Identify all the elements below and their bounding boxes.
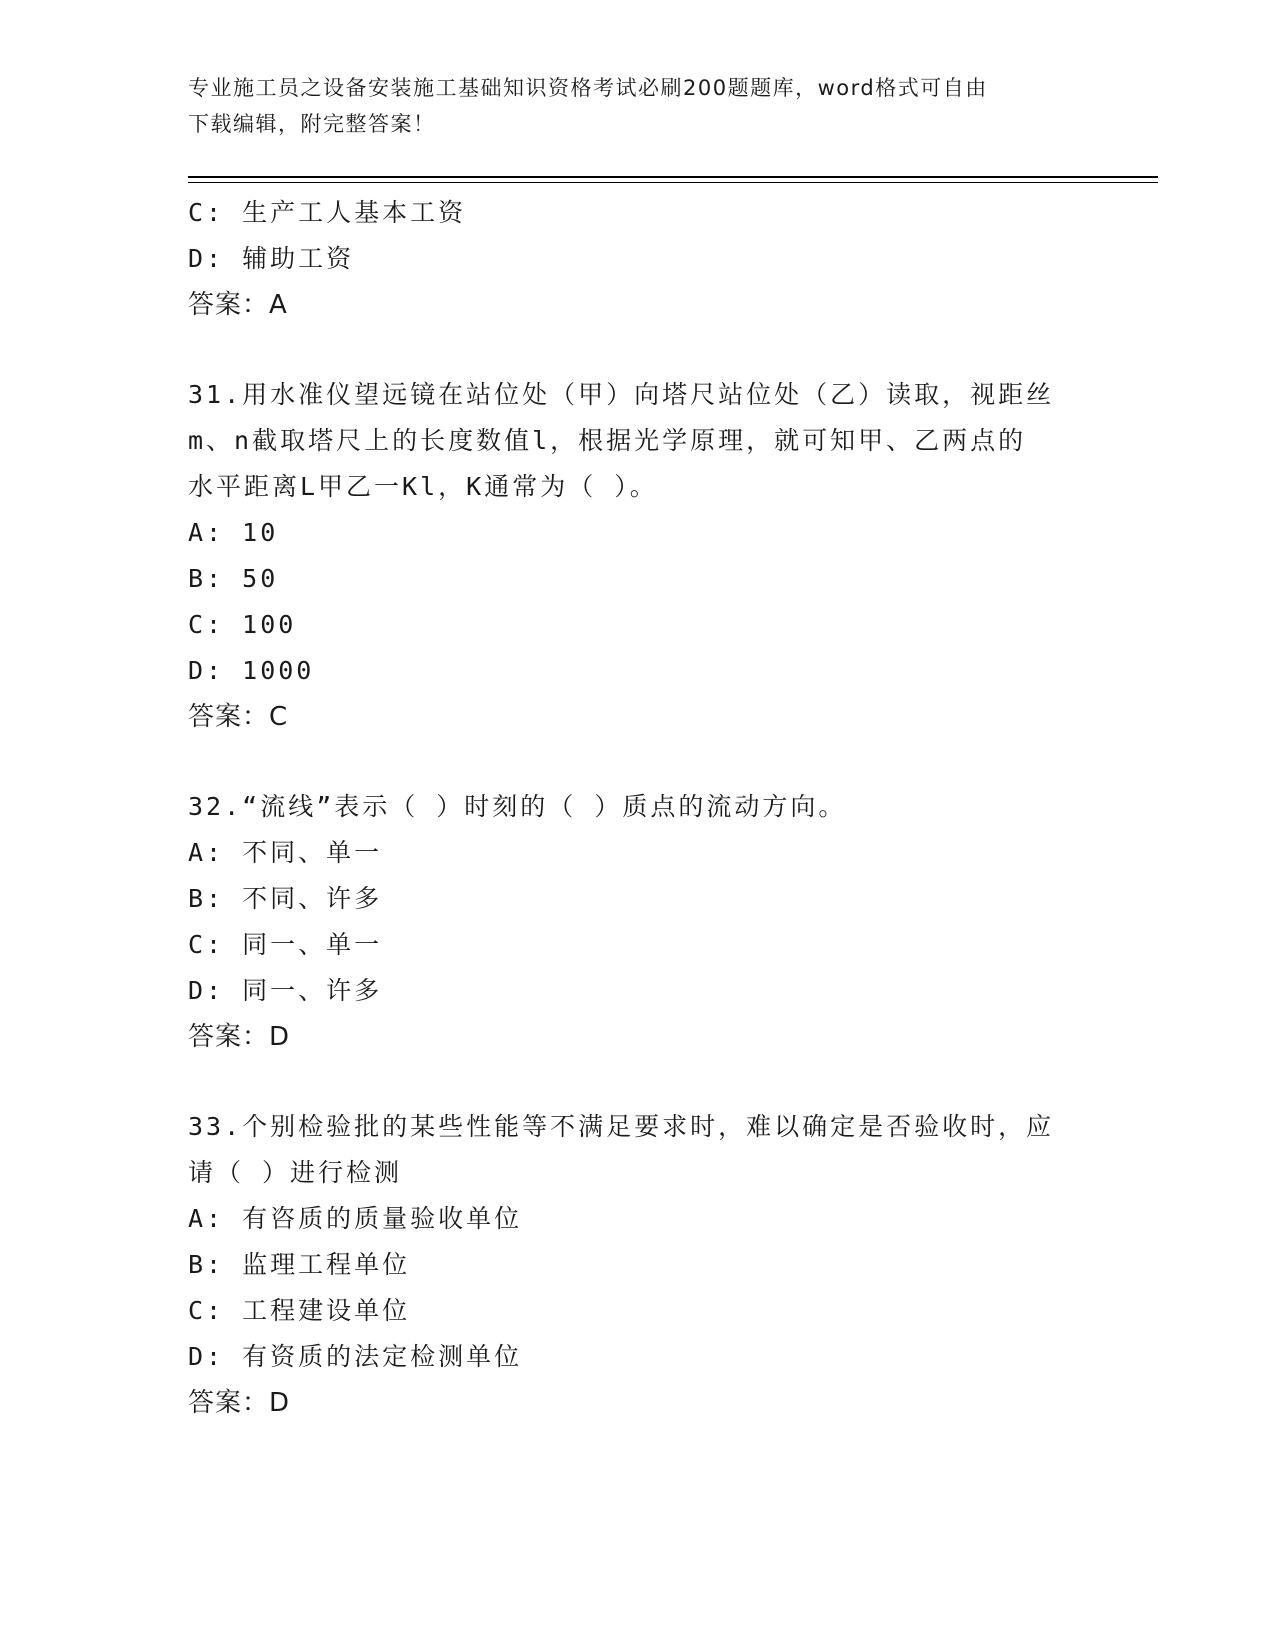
option-d: D: 1000 — [188, 656, 315, 685]
header-line-1: 专业施工员之设备安装施工基础知识资格考试必刷200题题库，word格式可自由 — [188, 76, 988, 100]
document-header — [188, 70, 1088, 142]
option-a: A: 10 — [188, 518, 279, 547]
question-33 — [188, 1104, 1088, 1426]
option-c: C: 工程建设单位 — [188, 1296, 411, 1325]
previous-question-tail — [188, 190, 1088, 328]
option-c: C: 同一、单一 — [188, 930, 383, 959]
question-text-line: 33.个别检验批的某些性能等不满足要求时，难以确定是否验收时，应 — [188, 1112, 1055, 1141]
option-b: B: 50 — [188, 564, 279, 593]
answer-line: 答案：D — [188, 1388, 291, 1418]
header-divider-thick — [188, 176, 1158, 178]
question-text-line: m、n截取塔尺上的长度数值l，根据光学原理，就可知甲、乙两点的 — [188, 426, 1027, 455]
question-32 — [188, 784, 1088, 1060]
question-text-line: 请（ ）进行检测 — [188, 1158, 403, 1187]
header-line-2: 下载编辑，附完整答案！ — [188, 112, 436, 136]
option-d: D: 同一、许多 — [188, 976, 383, 1005]
option-a: A: 有咨质的质量验收单位 — [188, 1204, 523, 1233]
answer-line: 答案：C — [188, 702, 289, 732]
question-31 — [188, 372, 1088, 740]
option-d: D: 有资质的法定检测单位 — [188, 1342, 523, 1371]
option-c: C: 生产工人基本工资 — [188, 198, 467, 227]
option-b: B: 监理工程单位 — [188, 1250, 411, 1279]
option-b: B: 不同、许多 — [188, 884, 383, 913]
header-divider-thin — [188, 182, 1158, 183]
question-text-line: 水平距离L甲乙一Kl，K通常为（ ）。 — [188, 472, 658, 501]
option-c: C: 100 — [188, 610, 297, 639]
option-d: D: 辅助工资 — [188, 244, 355, 273]
option-a: A: 不同、单一 — [188, 838, 383, 867]
answer-line: 答案：A — [188, 290, 288, 320]
answer-line: 答案：D — [188, 1022, 291, 1052]
question-content — [188, 190, 1088, 1426]
question-text-line: 31.用水准仪望远镜在站位处（甲）向塔尺站位处（乙）读取，视距丝 — [188, 380, 1055, 409]
question-text-line: 32.“流线”表示（ ）时刻的（ ）质点的流动方向。 — [188, 792, 847, 821]
